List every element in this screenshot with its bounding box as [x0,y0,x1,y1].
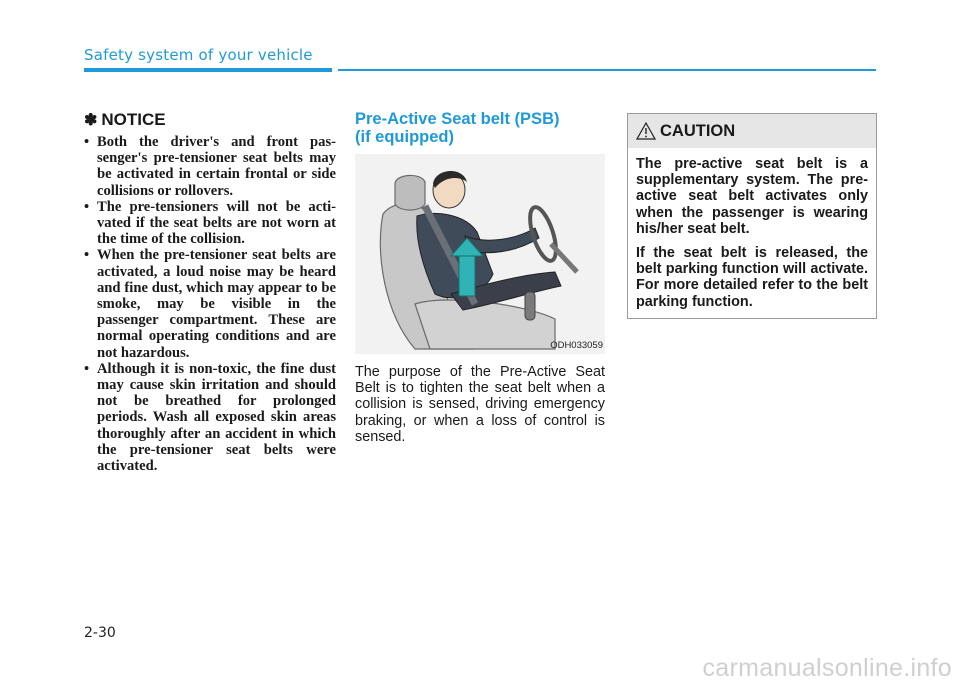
notice-list [84,134,336,474]
caution-title: CAUTION [660,121,736,140]
page-number: 2-30 [84,625,116,641]
watermark: carmanualsonline.info [702,654,952,682]
notice-item: • Both the driver's and front passenger's pre-tensioner seat belts may be activated in certain frontal or side collisions or rollovers. [84,134,336,199]
psb-title-line1: Pre-Active Seat belt (PSB) [355,110,560,128]
caution-body [628,148,876,318]
warning-triangle-icon [636,122,656,140]
caution-paragraph: The pre-active seat belt is a supplementary system. The preactive seat belt activates only when the passenger is wearing his/her seat belt. [636,156,868,237]
driver-seatbelt-illustration [355,154,605,354]
notice-heading [84,110,336,130]
caution-box [627,113,877,319]
psb-title [355,110,605,146]
notice-star-icon: ✽ [84,112,98,129]
notice-title: NOTICE [101,110,166,129]
header-rule-thick [84,68,332,72]
psb-body: The purpose of the Pre-Active Seat Belt is to tighten the seat belt when a collision is sensed, driving emergency braking, or when a loss of control is sensed. [355,364,605,445]
caution-paragraph: If the seat belt is released, the belt parking function will activate. For more detailed refer to the belt parking function. [636,245,868,310]
caution-header [628,114,876,148]
figure-code: ODH033059 [550,340,603,351]
notice-item: • When the pre-tensioner seat belts are activated, a loud noise may be heard and fine dust, which may appear to be smoke, may be visible in the passenger compartment. These are normal operating conditions and are not hazardous. [84,247,336,360]
header-title: Safety system of your vehicle [84,46,313,64]
headrest [395,175,425,210]
notice-section [84,110,336,474]
psb-illustration [355,154,605,354]
psb-section [355,110,605,445]
notice-item: • Although it is non-toxic, the fine dust may cause skin irritation and should not be breathed for prolonged periods. Wash all exposed skin areas thoroughly after an accident in which the pre-tensioner seat belts were activated. [84,361,336,474]
notice-item: • The pre-tensioners will not be activated if the seat belts are not worn at the time of the collision. [84,199,336,248]
gear-knob [525,292,535,320]
header-rule-thin [338,69,876,71]
psb-title-line2: (if equipped) [355,128,454,146]
